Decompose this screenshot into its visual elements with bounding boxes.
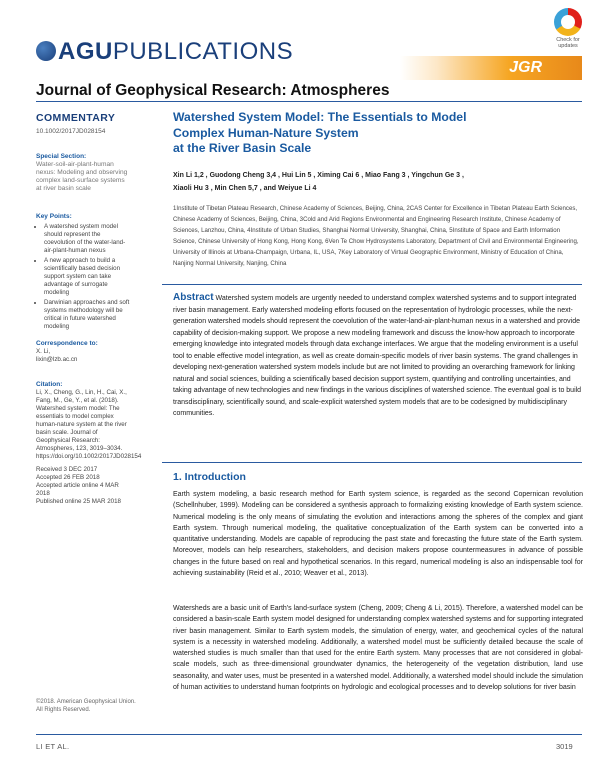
crossmark-icon xyxy=(554,8,582,36)
accepted-date: Accepted 26 FEB 2018 xyxy=(36,474,100,481)
abstract-text: Watershed system models are urgently needed to understand complex watershed systems and to support integrated river basin management. Early watershed modeling efforts focused on the representation of hydrologic processes, while the next-generation watershed models should represent the coevolution of the water-land-air-plant-human nexus in a watershed and provide capability of decision-making support. We propose a new modeling framework and discuss the know-how approach to incorporate emerging knowledge into integrated models through data exchange interfaces. We argue that the modeling environment is a useful tool to enable effective model integration, as well as create domain-specific models of river basin systems. The grand challenges in developing next-generation watershed system models include but are not limited to providing an overarching framework for linking natural and social sciences, building a scientifically based decision support system, quantifying and controlling uncertainties, and taking advantage of new technologies and new findings in the various disciplines of watershed science. The eventual goal is to build transdisciplinary, scientifically sound, and scale-explicit watershed system models that are to be codesigned by multidisciplinary communities. xyxy=(173,295,582,417)
special-section-text[interactable]: Water-soil-air-plant-human nexus: Modeling and observing complex land-surface systems at river basin scale xyxy=(36,161,128,192)
abstract-label: Abstract xyxy=(173,292,214,303)
correspondence-name: X. Li, xyxy=(36,348,51,355)
jgr-label: JGR xyxy=(509,59,542,76)
correspondence xyxy=(36,340,130,364)
author-line[interactable]: Xiaoli Hu 3 , Min Chen 5,7 , and Weiyue Li 4 xyxy=(173,185,317,192)
key-points xyxy=(36,213,130,333)
correspondence-email[interactable]: lixin@lzb.ac.cn xyxy=(36,356,78,363)
citation xyxy=(36,381,142,461)
article-title: Watershed System Model: The Essentials to Model Complex Human-Nature System at the River Basin Scale xyxy=(173,110,467,155)
article-history xyxy=(36,466,130,506)
page-number: 3019 xyxy=(556,742,573,751)
agu-globe-icon xyxy=(36,41,56,61)
key-point: • Darwinian approaches and soft systems methodology will be critical in future watershed modeling xyxy=(44,299,130,331)
check-for-updates-badge[interactable]: Check for updates xyxy=(548,8,588,50)
abstract-divider xyxy=(162,284,582,285)
author-list xyxy=(173,169,583,195)
copyright: ©2018. American Geophysical Union. All Rights Reserved. xyxy=(36,699,136,713)
jgr-journal-banner xyxy=(400,56,582,80)
key-point: • A new approach to build a scientifically based decision support system can take advantage of surrogate modeling xyxy=(44,257,130,297)
special-section xyxy=(36,153,130,193)
received-date: Received 3 DEC 2017 xyxy=(36,466,98,473)
article-doi[interactable]: 10.1002/2017JD028154 xyxy=(36,128,106,135)
correspondence-heading: Correspondence to: xyxy=(36,340,98,347)
abstract xyxy=(173,292,583,420)
key-points-heading: Key Points: xyxy=(36,213,72,220)
section-divider xyxy=(162,462,582,463)
accepted-online-date: Accepted article online 4 MAR 2018 xyxy=(36,482,119,497)
journal-title: Journal of Geophysical Research: Atmospheres xyxy=(36,82,390,99)
header-divider xyxy=(36,101,582,102)
article-type: COMMENTARY xyxy=(36,112,116,124)
published-online-date: Published online 25 MAR 2018 xyxy=(36,498,121,505)
special-section-heading: Special Section: xyxy=(36,153,87,160)
affiliations: 1Institute of Tibetan Plateau Research, Chinese Academy of Sciences, Beijing, China, 2CAS Center for Excellence in Tibetan Plateau Earth Sciences, Chinese Academy of Sciences, Beijing, China, 3Cold and Arid Regions Environmental and Engineering Research Institute, Chinese Academy of Sciences, Lanzhou, China, 4Institute of Urban Studies, Shanghai Normal University, Shanghai, China, 5Institute of Space and Earth Information Science, Chinese University of Hong Kong, Hong Kong, 6Ven Te Chow Hydrosystems Laboratory, Department of Civil and Environmental Engineering, University of Illinois at Urbana-Champaign, Urbana, IL, USA, 7Key Laboratory of Virtual Geographic Environment, Ministry of Education of China, Nanjing Normal University, Nanjing, China xyxy=(173,205,579,267)
key-point: • A watershed system model should represent the coevolution of the water-land-air-plant-human nexus xyxy=(44,223,130,255)
intro-paragraph-1: Earth system modeling, a basic research method for Earth system science, is regarded as the second Copernican revolution (Schellnhuber, 1999). Modeling can be considered a synthesis approach to formalizing existing knowledge of Earth system science. Numerical modeling is the only means of simulating the evolution and interactions among the spheres of the complex and giant Earth system. Through numerical modeling, the qualitative conceptualization of the Earth system can be converted into a quantitative understanding. Models are capable of reproducing the past state and forecasting the future state of the Earth system. Moreover, models can help researchers, stakeholders, and decision makers propose countermeasures in advance of possible changes in the future based on real and hypothetical scenarios. In this regard, numerical modeling is also an indispensable tool for achieving sustainability (Reid et al., 2010; Weaver et al., 2013). xyxy=(173,491,583,578)
introduction-heading: 1. Introduction xyxy=(173,471,246,483)
citation-heading: Citation: xyxy=(36,381,63,388)
footer-divider xyxy=(36,734,582,735)
agu-publications-logo: AGUPUBLICATIONS xyxy=(36,38,293,66)
footer-authors: LI ET AL. xyxy=(36,742,70,751)
intro-paragraph-2: Watersheds are a basic unit of Earth's land-surface system (Cheng, 2009; Cheng & Li, 2015). Therefore, a watershed model can be considered a basin-scale Earth system model designed for understanding complex watershed systems and for supporting integrated river basin management. Similar to Earth system models, the simulation of energy, water, and geochemical cycles of the natural system is a necessity in watershed modeling. Additionally, a watershed model must be sufficiently detailed because the scale of watershed studies is much smaller than that used for the entire Earth system. Many processes that are not considered in global-scale models, such as three-dimensional groundwater dynamics, the heterogeneity of the vegetation distribution, land use seasonality, and water uses, must be presented in a watershed model. Additionally, a watershed model should include the simulation of human activities to understand human footprints on hydrologic and ecological processes and to develop solutions for river basin xyxy=(173,605,583,692)
author-line[interactable]: Xin Li 1,2 , Guodong Cheng 3,4 , Hui Lin 5 , Ximing Cai 6 , Miao Fang 3 , Yingchun Ge 3 , xyxy=(173,172,464,179)
citation-text: Li, X., Cheng, G., Lin, H., Cai, X., Fang, M., Ge, Y., et al. (2018). Watershed system model: The essentials to model complex human-nature system at the river basin scale. Journal of Geophysical Research: Atmospheres, 123, 3019–3034. https://doi.org/10.1002/2017JD028154 xyxy=(36,389,142,460)
